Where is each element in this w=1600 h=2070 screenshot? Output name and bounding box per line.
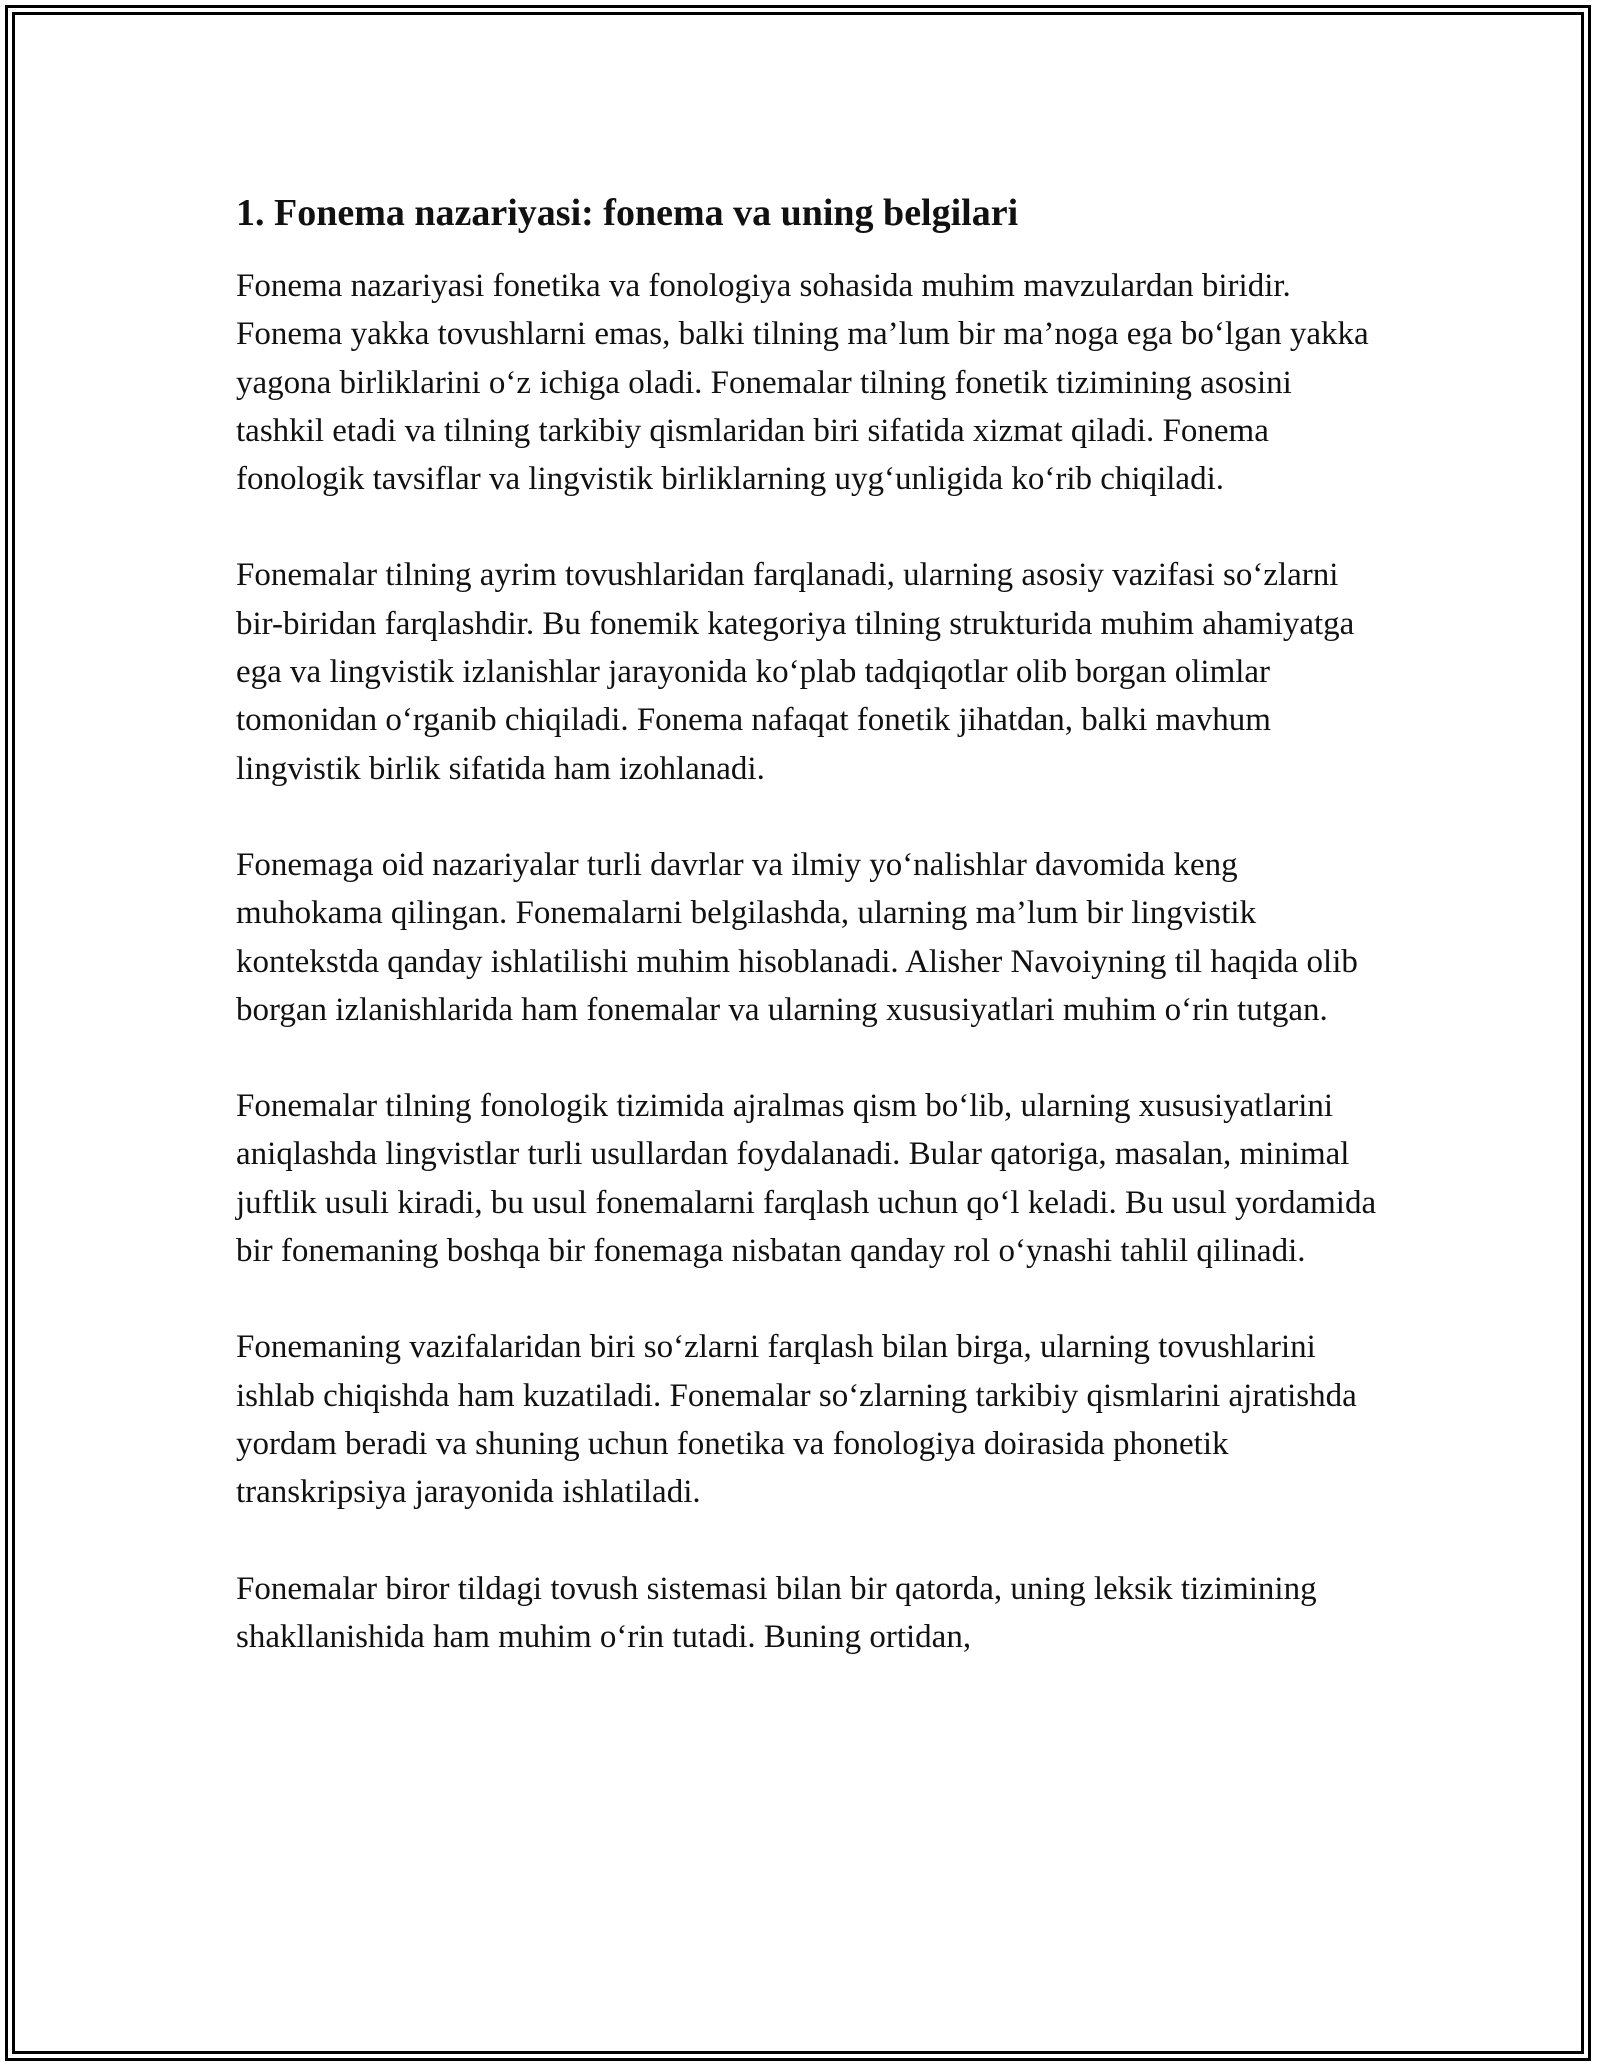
- paragraph-5: Fonemaning vazifalaridan biri so‘zlarni farqlash bilan birga, ularning tovushlarini ishlab chiqishda ham kuzatiladi. Fonemalar so‘zlarning tarkibiy qismlarini ajratishda yordam beradi va shuning uchun fonetika va fonologiya doirasida phonetik transkripsiya jarayonida ishlatiladi.: [236, 1329, 1357, 1511]
- section-heading: 1. Fonema nazariyasi: fonema va uning belgilari: [236, 192, 1019, 234]
- paragraph-4: Fonemalar tilning fonologik tizimida ajralmas qism bo‘lib, ularning xususiyatlarini aniqlashda lingvistlar turli usullardan foydalanadi. Bular qatoriga, masalan, minimal juftlik usuli kiradi, bu usul fonemalarni farqlash uchun qo‘l keladi. Bu usul yordamida bir fonemaning boshqa bir fonemaga nisbatan qanday rol o‘ynashi tahlil qilinadi.: [236, 1088, 1377, 1270]
- document-body: [236, 186, 1386, 1709]
- paragraph-6: Fonemalar biror tildagi tovush sistemasi bilan bir qatorda, uning leksik tizimining shakllanishida ham muhim o‘rin tutadi. Buning ortidan,: [236, 1570, 1317, 1655]
- paragraph-1: Fonema nazariyasi fonetika va fonologiya sohasida muhim mavzulardan biridir. Fonema yakka tovushlarni emas, balki tilning ma’lum bir ma’noga ega bo‘lgan yakka yagona birliklarini o‘z ichiga oladi. Fonemalar tilning fonetik tizimining asosini tashkil etadi va tilning tarkibiy qismlaridan biri sifatida xizmat qiladi. Fonema fonologik tavsiflar va lingvistik birliklarning uyg‘unligida ko‘rib chiqiladi.: [236, 268, 1369, 498]
- paragraph-2: Fonemalar tilning ayrim tovushlaridan farqlanadi, ularning asosiy vazifasi so‘zlarni bir-biridan farqlashdir. Bu fonemik kategoriya tilning strukturida muhim ahamiyatga ega va lingvistik izlanishlar jarayonida ko‘plab tadqiqotlar olib borgan olimlar tomonidan o‘rganib chiqiladi. Fonema nafaqat fonetik jihatdan, balki mavhum lingvistik birlik sifatida ham izohlanadi.: [236, 557, 1355, 787]
- paragraph-3: Fonemaga oid nazariyalar turli davrlar va ilmiy yo‘nalishlar davomida keng muhokama qilingan. Fonemalarni belgilashda, ularning ma’lum bir lingvistik kontekstda qanday ishlatilishi muhim hisoblanadi. Alisher Navoiyning til haqida olib borgan izlanishlarida ham fonemalar va ularning xususiyatlari muhim o‘rin tutgan.: [236, 846, 1358, 1028]
